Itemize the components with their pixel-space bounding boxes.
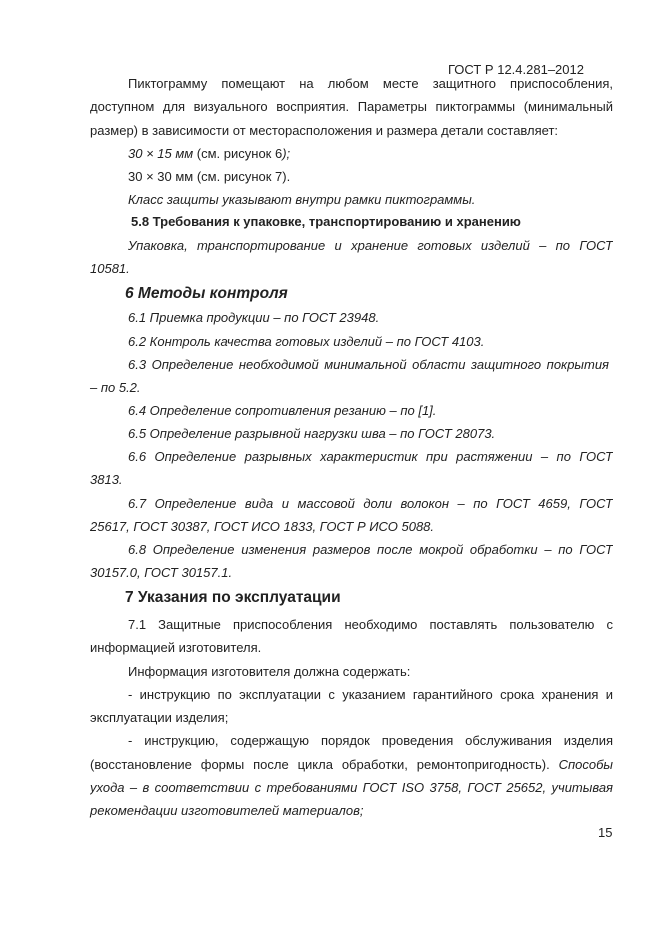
list-item-cont: ухода – в соответствии с требованиями ГОСТ ISO 3758, ГОСТ 25652, учитывая <box>90 780 613 795</box>
clause-6-1: 6.1 Приемка продукции – по ГОСТ 23948. <box>128 310 380 325</box>
clause-6-8: 6.8 Определение изменения размеров после мокрой обработки – по ГОСТ <box>128 542 613 557</box>
size-option-1 <box>128 146 290 162</box>
section-heading-7: 7 Указания по эксплуатации <box>125 589 341 606</box>
clause-6-3: 6.3 Определение необходимой минимальной области защитного покрытия <box>128 357 609 372</box>
section-heading-5-8: 5.8 Требования к упаковке, транспортированию и хранению <box>131 214 521 229</box>
paragraph-line: размер) в зависимости от месторасположения и размера детали составляет: <box>90 123 559 138</box>
text-run: Способы <box>558 757 613 772</box>
list-item: - инструкцию по эксплуатации с указанием гарантийного срока хранения и <box>128 687 613 702</box>
clause-6-8-cont: 30157.0, ГОСТ 30157.1. <box>90 565 233 580</box>
list-item-cont: рекомендации изготовителей материалов; <box>90 803 364 818</box>
list-item-cont: эксплуатации изделия; <box>90 710 229 725</box>
text-run: (восстановление формы после цикла обработки, ремонтопригодность). <box>90 757 559 772</box>
paragraph-line: Пиктограмму помещают на любом месте защитного приспособления, <box>128 76 613 91</box>
page-number: 15 <box>598 825 613 840</box>
size-option-2: 30 × 30 мм (см. рисунок 7). <box>128 169 291 184</box>
paragraph-line: доступном для визуального восприятия. Параметры пиктограммы (минимальный <box>90 99 613 114</box>
clause-6-3-cont: – по 5.2. <box>90 380 141 395</box>
class-note: Класс защиты указывают внутри рамки пиктограммы. <box>128 192 476 207</box>
paragraph-line: Упаковка, транспортирование и хранение готовых изделий – по ГОСТ <box>128 238 613 253</box>
info-intro: Информация изготовителя должна содержать: <box>128 664 411 679</box>
clause-7-1: 7.1 Защитные приспособления необходимо поставлять пользователю с <box>128 617 613 632</box>
clause-6-7: 6.7 Определение вида и массовой доли волокон – по ГОСТ 4659, ГОСТ <box>128 496 613 511</box>
list-item: - инструкцию, содержащую порядок проведения обслуживания изделия <box>128 733 613 748</box>
clause-7-1-cont: информацией изготовителя. <box>90 640 262 655</box>
section-heading-6: 6 Методы контроля <box>125 285 288 302</box>
paragraph-line: 10581. <box>90 261 130 276</box>
punct: ); <box>282 146 291 161</box>
clause-6-6-cont: 3813. <box>90 472 123 487</box>
clause-6-6: 6.6 Определение разрывных характеристик при растяжении – по ГОСТ <box>128 449 613 464</box>
size-value: 30 × 15 мм <box>128 146 194 161</box>
figure-ref: (см. рисунок 6 <box>193 146 283 161</box>
document-header: ГОСТ Р 12.4.281–2012 <box>448 62 584 77</box>
clause-6-2: 6.2 Контроль качества готовых изделий – по ГОСТ 4103. <box>128 334 485 349</box>
clause-6-7-cont: 25617, ГОСТ 30387, ГОСТ ИСО 1833, ГОСТ Р ИСО 5088. <box>90 519 435 534</box>
clause-6-4: 6.4 Определение сопротивления резанию – по [1]. <box>128 403 437 418</box>
clause-6-5: 6.5 Определение разрывной нагрузки шва – по ГОСТ 28073. <box>128 426 496 441</box>
list-item-cont <box>90 757 613 773</box>
